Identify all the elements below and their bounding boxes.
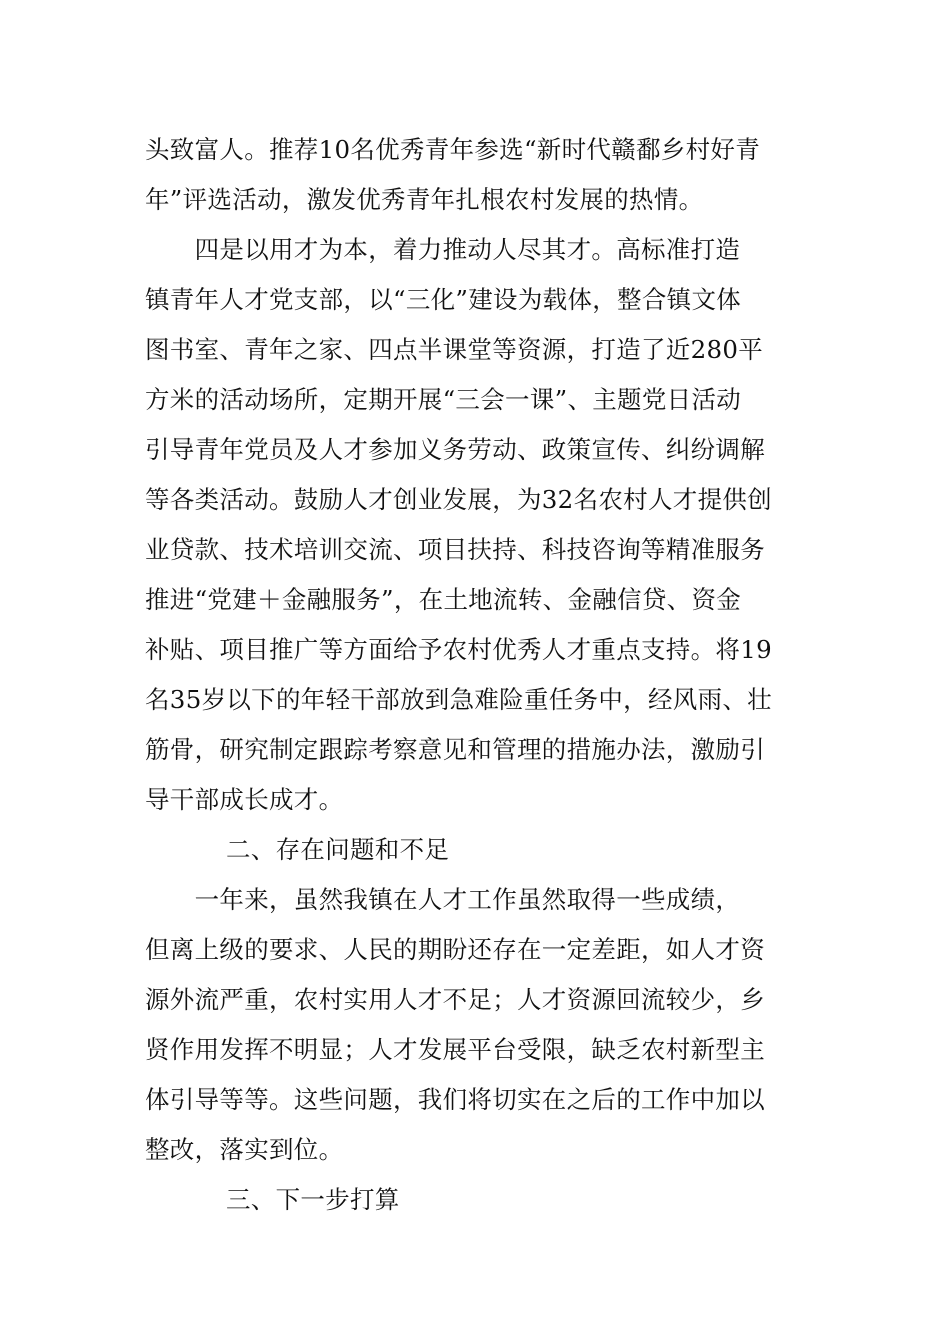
body-text-line: 名35岁以下的年轻干部放到急难险重任务中，经风雨、壮 xyxy=(145,685,772,714)
body-text-line: 镇青年人才党支部，以“三化”建设为载体，整合镇文体 xyxy=(145,285,742,314)
body-text-line: 贤作用发挥不明显；人才发展平台受限，缺乏农村新型主 xyxy=(145,1035,765,1064)
body-text-line: 导干部成长成才。 xyxy=(145,785,344,814)
body-text-line: 筋骨，研究制定跟踪考察意见和管理的措施办法，激励引 xyxy=(145,735,765,764)
section-heading: 二、存在问题和不足 xyxy=(226,835,450,864)
body-text-line: 整改，落实到位。 xyxy=(145,1135,344,1164)
body-text-line: 年”评选活动，激发优秀青年扎根农村发展的热情。 xyxy=(145,185,704,214)
body-text-line: 推进“党建＋金融服务”，在土地流转、金融信贷、资金 xyxy=(145,585,742,614)
body-text-line: 但离上级的要求、人民的期盼还存在一定差距，如人才资 xyxy=(145,935,765,964)
body-text-line: 一年来，虽然我镇在人才工作虽然取得一些成绩， xyxy=(145,885,741,914)
body-text-line: 图书室、青年之家、四点半课堂等资源，打造了近280平 xyxy=(145,335,764,364)
body-text-line: 头致富人。推荐10名优秀青年参选“新时代赣鄱乡村好青 xyxy=(145,135,760,164)
body-text-line: 源外流严重，农村实用人才不足；人才资源回流较少，乡 xyxy=(145,985,765,1014)
section-heading: 三、下一步打算 xyxy=(226,1185,400,1214)
body-text-line: 补贴、项目推广等方面给予农村优秀人才重点支持。将19 xyxy=(145,635,772,664)
body-text-line: 业贷款、技术培训交流、项目扶持、科技咨询等精准服务 xyxy=(145,535,765,564)
body-text-line: 等各类活动。鼓励人才创业发展，为32名农村人才提供创 xyxy=(145,485,772,514)
body-text-line: 方米的活动场所，定期开展“三会一课”、主题党日活动 xyxy=(145,385,742,414)
body-text-line: 四是以用才为本，着力推动人尽其才。高标准打造 xyxy=(145,235,741,264)
body-text-line: 体引导等等。这些问题，我们将切实在之后的工作中加以 xyxy=(145,1085,765,1114)
body-text-line: 引导青年党员及人才参加义务劳动、政策宣传、纠纷调解 xyxy=(145,435,765,464)
